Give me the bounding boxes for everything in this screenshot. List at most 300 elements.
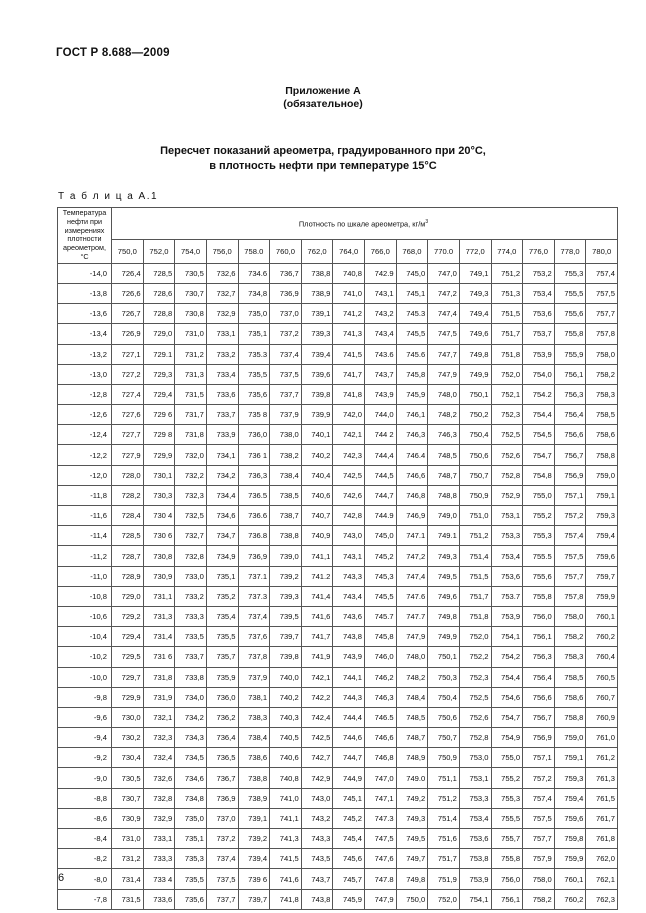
density-cell: 753,7: [523, 324, 555, 344]
table-row: [58, 506, 618, 526]
density-cell: 744,7: [333, 748, 365, 768]
density-cell: 735,5: [238, 364, 270, 384]
density-cell: 747,7: [428, 344, 460, 364]
density-cell: 734.6: [238, 263, 270, 283]
density-cell: 754.2: [523, 384, 555, 404]
density-cell: 752,2: [459, 647, 491, 667]
density-cell: 737,9: [238, 667, 270, 687]
density-cell: 753,8: [459, 849, 491, 869]
density-cell: 734,8: [175, 788, 207, 808]
density-cell: 730,8: [143, 546, 175, 566]
density-cell: 751,8: [459, 606, 491, 626]
density-cell: 759,1: [586, 485, 618, 505]
density-cell: 730,0: [112, 707, 144, 727]
density-cell: 748,4: [396, 687, 428, 707]
density-cell: 756,9: [523, 728, 555, 748]
density-cell: 739,0: [270, 546, 302, 566]
density-cell: 749,6: [459, 324, 491, 344]
table-caption: Т а б л и ц а А.1: [58, 191, 159, 202]
density-cell: 750,7: [459, 465, 491, 485]
density-cell: 743,3: [333, 566, 365, 586]
table-row: [58, 707, 618, 727]
table-row: [58, 384, 618, 404]
density-cell: 738,8: [270, 526, 302, 546]
density-cell: 734,1: [206, 445, 238, 465]
density-cell: 749,3: [396, 808, 428, 828]
density-cell: 742,3: [333, 445, 365, 465]
density-cell: 757,4: [554, 526, 586, 546]
density-cell: 743,7: [301, 869, 333, 889]
density-cell: 742.9: [365, 263, 397, 283]
density-cell: 751,5: [459, 566, 491, 586]
density-cell: 732,6: [206, 263, 238, 283]
density-cell: 731,5: [175, 384, 207, 404]
density-cell: 755,5: [554, 283, 586, 303]
density-cell: 751,2: [428, 788, 460, 808]
density-cell: 751,2: [491, 263, 523, 283]
density-cell: 741,3: [333, 324, 365, 344]
temperature-cell: -11,4: [58, 526, 112, 546]
density-cell: 754,0: [523, 364, 555, 384]
density-cell: 744,7: [365, 485, 397, 505]
density-cell: 738,9: [301, 283, 333, 303]
density-table: [57, 207, 618, 910]
density-cell: 739,6: [301, 364, 333, 384]
temperature-cell: -13,0: [58, 364, 112, 384]
density-cell: 755,2: [523, 506, 555, 526]
table-row: [58, 586, 618, 606]
density-cell: 754,7: [491, 707, 523, 727]
table-row: [58, 829, 618, 849]
density-cell: 728,4: [112, 506, 144, 526]
density-cell: 740,5: [270, 728, 302, 748]
density-cell: 749,9: [428, 627, 460, 647]
density-cell: 755,2: [491, 768, 523, 788]
density-cell: 745,1: [396, 283, 428, 303]
density-cell: 736,2: [206, 707, 238, 727]
density-column-header: 772,0: [459, 240, 491, 264]
density-cell: 751,7: [491, 324, 523, 344]
density-cell: 729,4: [112, 627, 144, 647]
density-cell: 754,4: [523, 405, 555, 425]
density-cell: 748,0: [428, 384, 460, 404]
temperature-cell: -8,4: [58, 829, 112, 849]
density-cell: 734,2: [175, 707, 207, 727]
appendix-note: (обязательное): [283, 98, 363, 110]
temperature-cell: -13,2: [58, 344, 112, 364]
density-cell: 744 2: [365, 425, 397, 445]
density-cell: 761,7: [586, 808, 618, 828]
density-cell: 749,4: [459, 304, 491, 324]
density-cell: 748,9: [396, 748, 428, 768]
table-row: [58, 889, 618, 909]
density-cell: 754,2: [491, 647, 523, 667]
density-cell: 744,1: [333, 667, 365, 687]
density-cell: 736,5: [206, 748, 238, 768]
density-cell: 732,9: [143, 808, 175, 828]
density-cell: 732,1: [143, 707, 175, 727]
density-column-header: 780,0: [586, 240, 618, 264]
temperature-cell: -12,4: [58, 425, 112, 445]
density-cell: 760,2: [586, 627, 618, 647]
density-cell: 748,7: [396, 728, 428, 748]
density-cell: 735,2: [206, 586, 238, 606]
density-cell: 737,2: [206, 829, 238, 849]
density-cell: 741,6: [270, 869, 302, 889]
density-cell: 757,8: [554, 586, 586, 606]
density-cell: 760,9: [586, 707, 618, 727]
density-column-header: 752,0: [143, 240, 175, 264]
density-cell: 756,0: [523, 606, 555, 626]
density-cell: 743,7: [365, 364, 397, 384]
section-title-line2: в плотность нефти при температуре 15°С: [209, 159, 437, 172]
density-cell: 754,4: [491, 667, 523, 687]
density-cell: 729,7: [112, 667, 144, 687]
density-cell: 729 6: [143, 405, 175, 425]
density-column-header: 770.0: [428, 240, 460, 264]
density-cell: 730,5: [112, 768, 144, 788]
density-cell: 727,7: [112, 425, 144, 445]
density-cell: 747.1: [396, 526, 428, 546]
density-cell: 762,1: [586, 869, 618, 889]
density-cell: 746,6: [365, 728, 397, 748]
density-cell: 760,2: [554, 889, 586, 909]
density-cell: 759,0: [586, 465, 618, 485]
density-cell: 758,6: [586, 425, 618, 445]
density-cell: 738,2: [270, 445, 302, 465]
density-cell: 745,0: [365, 526, 397, 546]
density-cell: 734,7: [206, 526, 238, 546]
density-cell: 750,1: [428, 647, 460, 667]
density-cell: 726,6: [112, 283, 144, 303]
temperature-cell: -11,0: [58, 566, 112, 586]
density-cell: 742,9: [301, 768, 333, 788]
density-cell: 738,8: [301, 263, 333, 283]
density-cell: 737.1: [238, 566, 270, 586]
density-cell: 758,2: [586, 364, 618, 384]
density-cell: 742,6: [333, 485, 365, 505]
density-cell: 745,8: [365, 627, 397, 647]
density-cell: 741,8: [333, 384, 365, 404]
density-cell: 759,1: [554, 748, 586, 768]
density-cell: 762,0: [586, 849, 618, 869]
temperature-cell: -10,0: [58, 667, 112, 687]
density-cell: 750,4: [428, 687, 460, 707]
density-cell: 729.1: [143, 344, 175, 364]
density-cell: 746,3: [365, 687, 397, 707]
density-cell: 747,0: [428, 263, 460, 283]
table-row: [58, 748, 618, 768]
density-cell: 745,2: [365, 546, 397, 566]
density-cell: 756,4: [523, 667, 555, 687]
density-cell: 747.7: [396, 606, 428, 626]
temperature-cell: -10,8: [58, 586, 112, 606]
density-cell: 744,3: [333, 687, 365, 707]
density-column-header: 768,0: [396, 240, 428, 264]
density-cell: 736,9: [270, 283, 302, 303]
density-cell: 737,4: [206, 849, 238, 869]
density-cell: 736.8: [238, 526, 270, 546]
density-column-header: 756,0: [206, 240, 238, 264]
density-cell: 742,4: [301, 707, 333, 727]
density-cell: 761,8: [586, 829, 618, 849]
density-cell: 730,8: [175, 304, 207, 324]
density-cell: 729,0: [143, 324, 175, 344]
density-cell: 733,0: [175, 566, 207, 586]
density-cell: 753,6: [491, 566, 523, 586]
density-cell: 752,8: [491, 465, 523, 485]
density-cell: 739,1: [301, 304, 333, 324]
temperature-cell: -12,0: [58, 465, 112, 485]
density-cell: 761,2: [586, 748, 618, 768]
density-cell: 757,1: [554, 485, 586, 505]
table-row: [58, 405, 618, 425]
density-cell: 738,7: [270, 506, 302, 526]
density-cell: 750,2: [459, 405, 491, 425]
density-cell: 746,8: [365, 748, 397, 768]
density-cell: 734,2: [206, 465, 238, 485]
density-cell: 741,1: [270, 808, 302, 828]
density-cell: 740,0: [270, 667, 302, 687]
density-cell: 751,2: [459, 526, 491, 546]
density-cell: 745,1: [333, 788, 365, 808]
temperature-cell: -13,4: [58, 324, 112, 344]
density-cell: 735,1: [175, 829, 207, 849]
table-row: [58, 304, 618, 324]
density-cell: 745,6: [333, 849, 365, 869]
density-cell: 732,5: [175, 506, 207, 526]
density-cell: 737,0: [270, 304, 302, 324]
density-cell: 731,3: [143, 606, 175, 626]
table-row: [58, 485, 618, 505]
density-cell: 744,4: [365, 445, 397, 465]
density-cell: 738,9: [238, 788, 270, 808]
temperature-cell: -13,6: [58, 304, 112, 324]
density-cell: 745,9: [333, 889, 365, 909]
density-cell: 739,9: [301, 405, 333, 425]
density-cell: 732,8: [175, 546, 207, 566]
density-cell: 731,4: [143, 627, 175, 647]
density-cell: 731,2: [175, 344, 207, 364]
density-cell: 742,1: [301, 667, 333, 687]
density-cell: 736.5: [238, 485, 270, 505]
density-cell: 740,6: [270, 748, 302, 768]
temperature-cell: -11,6: [58, 506, 112, 526]
temperature-cell: -10,4: [58, 627, 112, 647]
density-cell: 740,6: [301, 485, 333, 505]
density-cell: 756,4: [554, 405, 586, 425]
density-cell: 753,4: [459, 808, 491, 828]
density-cell: 729,3: [143, 364, 175, 384]
density-cell: 751,6: [428, 829, 460, 849]
density-cell: 733 4: [143, 869, 175, 889]
density-cell: 743,2: [301, 808, 333, 828]
density-cell: 752,6: [491, 445, 523, 465]
temperature-cell: -11,2: [58, 546, 112, 566]
density-cell: 762,3: [586, 889, 618, 909]
density-cell: 749,7: [396, 849, 428, 869]
density-cell: 751,0: [459, 506, 491, 526]
density-cell: 741,7: [333, 364, 365, 384]
density-cell: 743,3: [301, 829, 333, 849]
density-cell: 757,1: [523, 748, 555, 768]
density-cell: 730,9: [112, 808, 144, 828]
density-cell: 732,7: [206, 283, 238, 303]
density-cell: 756,3: [554, 384, 586, 404]
density-cell: 753,6: [459, 829, 491, 849]
density-cell: 755,8: [523, 586, 555, 606]
density-cell: 739,8: [270, 647, 302, 667]
density-cell: 756,3: [523, 647, 555, 667]
density-cell: 739,4: [238, 849, 270, 869]
density-cell: 733,6: [206, 384, 238, 404]
density-cell: 735,4: [206, 606, 238, 626]
density-cell: 745,5: [365, 586, 397, 606]
density-cell: 733,6: [143, 889, 175, 909]
density-cell: 751,9: [428, 869, 460, 889]
density-cell: 739,7: [238, 889, 270, 909]
table-row: [58, 526, 618, 546]
density-cell: 742,8: [333, 506, 365, 526]
density-cell: 760,4: [586, 647, 618, 667]
temperature-cell: -12,6: [58, 405, 112, 425]
density-cell: 745.3: [396, 304, 428, 324]
density-cell: 731,8: [143, 667, 175, 687]
density-cell: 750,1: [459, 384, 491, 404]
density-cell: 747,9: [396, 627, 428, 647]
density-cell: 738,5: [270, 485, 302, 505]
density-cell: 737.3: [238, 586, 270, 606]
density-cell: 746,9: [396, 506, 428, 526]
density-cell: 757,5: [523, 808, 555, 828]
density-cell: 748,5: [396, 707, 428, 727]
density-cell: 754,8: [523, 465, 555, 485]
temperature-cell: -8,0: [58, 869, 112, 889]
density-cell: 734,9: [206, 546, 238, 566]
table-row: [58, 344, 618, 364]
density-cell: 733,2: [206, 344, 238, 364]
table-row: [58, 566, 618, 586]
temperature-cell: -8,6: [58, 808, 112, 828]
density-cell: 749,8: [396, 869, 428, 889]
density-cell: 744,5: [365, 465, 397, 485]
density-cell: 735,5: [175, 869, 207, 889]
density-cell: 753,3: [491, 526, 523, 546]
density-cell: 746,1: [396, 405, 428, 425]
density-cell: 736,7: [270, 263, 302, 283]
density-cell: 733,3: [143, 849, 175, 869]
density-cell: 729,2: [112, 606, 144, 626]
density-cell: 726,9: [112, 324, 144, 344]
density-cell: 744.9: [365, 506, 397, 526]
density-cell: 755,3: [491, 788, 523, 808]
density-cell: 739,1: [238, 808, 270, 828]
density-cell: 728,0: [112, 465, 144, 485]
density-cell: 745,5: [396, 324, 428, 344]
density-cell: 734,0: [175, 687, 207, 707]
density-cell: 741,5: [333, 344, 365, 364]
table-row: [58, 606, 618, 626]
section-title: [0, 144, 646, 173]
density-cell: 730,4: [112, 748, 144, 768]
density-cell: 729,9: [112, 687, 144, 707]
density-cell: 736,0: [206, 687, 238, 707]
density-cell: 741,7: [301, 627, 333, 647]
density-cell: 731,0: [112, 829, 144, 849]
density-cell: 733,1: [206, 324, 238, 344]
density-cell: 731,0: [175, 324, 207, 344]
table-row: [58, 808, 618, 828]
density-cell: 753,3: [459, 788, 491, 808]
density-cell: 736 1: [238, 445, 270, 465]
table-row: [58, 849, 618, 869]
density-cell: 752,9: [491, 485, 523, 505]
density-cell: 739,3: [270, 586, 302, 606]
standard-header: ГОСТ Р 8.688—2009: [56, 47, 170, 59]
density-cell: 738,6: [238, 748, 270, 768]
table-row: [58, 728, 618, 748]
density-cell: 727,4: [112, 384, 144, 404]
density-cell: 747,5: [428, 324, 460, 344]
table-row: [58, 263, 618, 283]
density-column-header: 766,0: [365, 240, 397, 264]
density-cell: 753,9: [523, 344, 555, 364]
density-cell: 745,2: [333, 808, 365, 828]
density-cell: 739,5: [270, 606, 302, 626]
density-cell: 746,0: [365, 647, 397, 667]
density-cell: 736,9: [206, 788, 238, 808]
density-cell: 728,5: [143, 263, 175, 283]
density-cell: 744,9: [333, 768, 365, 788]
density-cell: 754,1: [459, 889, 491, 909]
table-body: [58, 263, 618, 909]
density-cell: 731,9: [143, 687, 175, 707]
density-cell: 729 8: [143, 425, 175, 445]
density-cell: 755,0: [523, 485, 555, 505]
density-cell: 732,6: [143, 768, 175, 788]
density-cell: 758,3: [554, 647, 586, 667]
density-cell: 747,4: [428, 304, 460, 324]
density-cell: 743,0: [333, 526, 365, 546]
density-cell: 751,3: [491, 283, 523, 303]
density-cell: 741,2: [333, 304, 365, 324]
density-cell: 730 6: [143, 526, 175, 546]
density-cell: 748,7: [428, 465, 460, 485]
density-cell: 750,6: [428, 707, 460, 727]
density-cell: 753,6: [523, 304, 555, 324]
density-cell: 747,0: [365, 768, 397, 788]
density-cell: 740,2: [301, 445, 333, 465]
density-cell: 735,6: [175, 889, 207, 909]
density-cell: 743,4: [333, 586, 365, 606]
density-cell: 752,3: [491, 405, 523, 425]
density-cell: 732,0: [175, 445, 207, 465]
density-cell: 753,9: [459, 869, 491, 889]
density-cell: 738,4: [270, 465, 302, 485]
table-row: [58, 324, 618, 344]
density-cell: 761,0: [586, 728, 618, 748]
density-cell: 754,1: [491, 627, 523, 647]
density-cell: 737,4: [270, 344, 302, 364]
density-cell: 759,9: [586, 586, 618, 606]
density-cell: 730,1: [143, 465, 175, 485]
density-cell: 757,8: [586, 324, 618, 344]
density-cell: 741,5: [270, 849, 302, 869]
density-cell: 747.3: [365, 808, 397, 828]
table-header-row-columns: [58, 240, 618, 264]
density-cell: 758,2: [554, 627, 586, 647]
density-cell: 756,9: [554, 465, 586, 485]
